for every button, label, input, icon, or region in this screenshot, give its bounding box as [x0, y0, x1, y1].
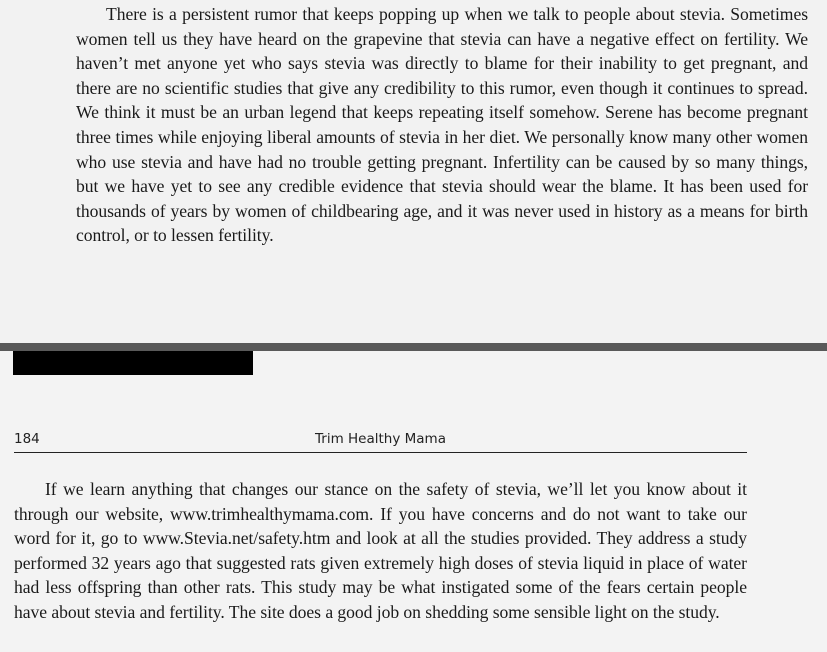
- body-paragraph-stevia-fertility-rumor: There is a persistent rumor that keeps popping up when we talk to people about stevia. Sometimes women tell us they have heard on the grapevine that stevia can have a negative effect on fertility. We haven’t met anyone yet who says stevia was directly to blame for their inability to get pregnant, and there are no scientific studies that give any credibility to this rumor, even though it continues to spread. We think it must be an urban legend that keeps repeating itself somehow. Serene has become pregnant three times while enjoying liberal amounts of stevia in her diet. We personally know many other women who use stevia and have had no trouble getting pregnant. Infertility can be caused by so many things, but we have yet to see any credible evidence that stevia should wear the blame. It has been used for thousands of years by women of childbearing age, and it was never used in history as a means for birth control, or to lessen fertility.: [76, 4, 808, 246]
- book-title: Trim Healthy Mama: [315, 431, 446, 447]
- running-header: [14, 430, 747, 453]
- body-paragraph-stevia-safety: If we learn anything that changes our stance on the safety of stevia, we’ll let you know about it through our website, www.trimhealthymama.com. If you have concerns and do not want to take our word for it, go to www.Stevia.net/safety.htm and look at all the studies provided. They address a study performed 32 years ago that suggested rats given extremely high doses of stevia liquid in place of water had less offspring than other rats. This study may be what instigated some of the fears certain people have about stevia and fertility. The site does a good job on shedding some sensible light on the study.: [14, 479, 747, 622]
- redaction-block: [13, 351, 253, 375]
- page-number: 184: [14, 431, 40, 447]
- page-divider: [0, 343, 827, 351]
